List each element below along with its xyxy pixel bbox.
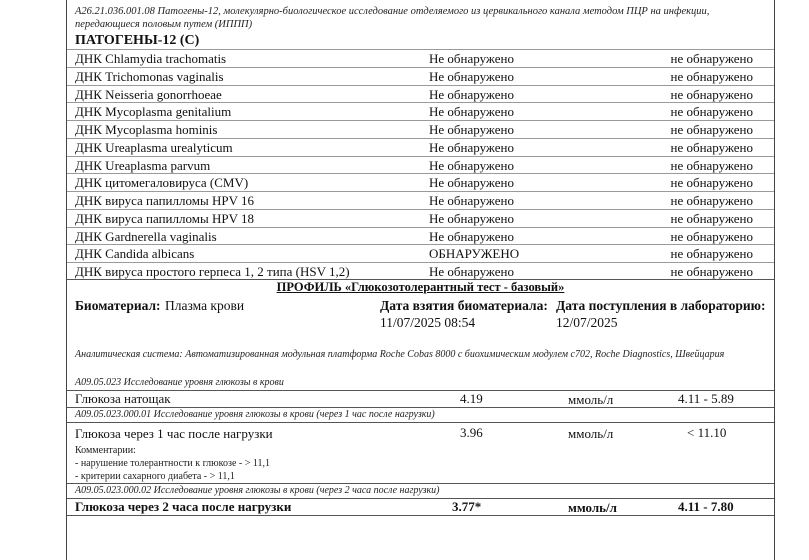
test3-reference: 4.11 - 7.80 — [678, 499, 734, 514]
pathogen-reference: не обнаружено — [670, 246, 753, 262]
pathogen-name: ДНК Chlamydia trachomatis — [75, 51, 227, 66]
pathogen-row — [67, 227, 774, 246]
pathogen-row — [67, 67, 774, 86]
test2-comment-2: - критерии сахарного диабета - > 11,1 — [75, 471, 235, 482]
test2-value: 3.96 — [460, 425, 483, 440]
pathogen-row — [67, 191, 774, 210]
analytic-system: Аналитическая система: Автоматизированная модульная платформа Roche Cobas 8000 с биохимическим модулем c702, Roche Diagnostics, Швейцария — [75, 349, 725, 360]
pathogen-reference: не обнаружено — [670, 210, 753, 226]
pathogen-result: Не обнаружено — [429, 139, 514, 155]
pathogen-result: Не обнаружено — [429, 175, 514, 191]
test1-value: 4.19 — [460, 391, 483, 406]
pathogen-row — [67, 85, 774, 104]
pathogen-reference: не обнаружено — [670, 157, 753, 173]
test2-reference: < 11.10 — [687, 425, 727, 440]
pathogen-result: Не обнаружено — [429, 264, 514, 279]
pathogen-name: ДНК Ureaplasma parvum — [75, 157, 211, 173]
pathogen-reference: не обнаружено — [670, 51, 753, 66]
received-date-label: Дата поступления в лабораторию: — [556, 298, 766, 313]
pathogen-result: Не обнаружено — [429, 193, 514, 208]
divider — [67, 515, 774, 516]
pathogen-name: ДНК Candida albicans — [75, 246, 195, 262]
pathogen-row — [67, 209, 774, 228]
lab-report-sheet — [66, 0, 775, 560]
test2-comment-1: - нарушение толерантности к глюкозе - > 11,1 — [75, 458, 270, 469]
received-date-value: 12/07/2025 — [556, 315, 618, 330]
pathogen-name: ДНК Mycoplasma genitalium — [75, 104, 232, 120]
pathogen-row — [67, 49, 774, 68]
pathogen-reference: не обнаружено — [670, 86, 753, 102]
pathogens-code-line: A26.21.036.001.08 Патогены-12, молекулярно-биологическое исследование отделяемого из цервикального канала методом ПЦР на инфекции, передающиеся половым путем (ИППП) — [75, 6, 710, 30]
pathogen-name: ДНК вируса папилломы HPV 18 — [75, 210, 254, 226]
pathogen-reference: не обнаружено — [670, 175, 753, 191]
pathogen-row — [67, 138, 774, 157]
pathogen-result: ОБНАРУЖЕНО — [429, 246, 520, 262]
pathogen-reference: не обнаружено — [670, 139, 753, 155]
pathogen-name: ДНК вируса простого герпеса 1, 2 типа (HSV 1,2) — [75, 264, 350, 279]
pathogen-name: ДНК Neisseria gonorrhoeae — [75, 86, 222, 102]
pathogen-reference: не обнаружено — [670, 193, 753, 208]
test1-name: Глюкоза натощак — [75, 391, 171, 406]
pathogen-name: ДНК Gardnerella vaginalis — [75, 228, 217, 244]
test1-code: A09.05.023 Исследование уровня глюкозы в крови — [75, 377, 284, 388]
pathogen-row — [67, 262, 774, 281]
pathogen-reference: не обнаружено — [670, 228, 753, 244]
pathogen-name: ДНК Mycoplasma hominis — [75, 122, 218, 137]
pathogen-row — [67, 120, 774, 139]
pathogen-reference: не обнаружено — [670, 264, 753, 279]
pathogen-name: ДНК Trichomonas vaginalis — [75, 68, 224, 84]
pathogen-result: Не обнаружено — [429, 122, 514, 137]
pathogen-row — [67, 244, 774, 263]
test2-code: A09.05.023.000.01 Исследование уровня глюкозы в крови (через 1 час после нагрузки) — [75, 409, 435, 420]
pathogen-result: Не обнаружено — [429, 210, 514, 226]
pathogen-result: Не обнаружено — [429, 86, 514, 102]
taken-date-label: Дата взятия биоматериала: — [380, 298, 548, 313]
test3-code: A09.05.023.000.02 Исследование уровня глюкозы в крови (через 2 часа после нагрузки) — [75, 485, 440, 496]
divider — [67, 422, 774, 423]
pathogen-result: Не обнаружено — [429, 228, 514, 244]
test3-value: 3.77* — [452, 499, 482, 514]
pathogen-result: Не обнаружено — [429, 104, 514, 120]
pathogen-reference: не обнаружено — [670, 122, 753, 137]
test3-unit: ммоль/л — [568, 500, 617, 515]
pathogen-result: Не обнаружено — [429, 157, 514, 173]
pathogen-row — [67, 156, 774, 175]
pathogen-result: Не обнаружено — [429, 68, 514, 84]
pathogen-name: ДНК вируса папилломы HPV 16 — [75, 193, 254, 208]
test1-unit: ммоль/л — [568, 392, 614, 407]
profile-title: ПРОФИЛЬ «Глюкозотолерантный тест - базовый» — [276, 280, 565, 294]
pathogen-reference: не обнаружено — [670, 68, 753, 84]
test2-comments-title: Комментарии: — [75, 445, 136, 456]
pathogen-row — [67, 102, 774, 121]
pathogen-reference: не обнаружено — [670, 104, 753, 120]
taken-date-value: 11/07/2025 08:54 — [380, 315, 476, 330]
pathogen-row — [67, 173, 774, 192]
pathogens-title: ПАТОГЕНЫ-12 (С) — [75, 33, 200, 48]
test2-name: Глюкоза через 1 час после нагрузки — [75, 426, 273, 441]
pathogen-result: Не обнаружено — [429, 51, 514, 66]
test3-name: Глюкоза через 2 часа после нагрузки — [75, 499, 292, 514]
biomaterial-label: Биоматериал: — [75, 298, 161, 313]
pathogen-name: ДНК Ureaplasma urealyticum — [75, 139, 233, 155]
divider — [67, 390, 774, 391]
test2-unit: ммоль/л — [568, 426, 614, 441]
biomaterial-value: Плазма крови — [165, 298, 245, 313]
test1-reference: 4.11 - 5.89 — [678, 391, 734, 406]
pathogen-name: ДНК цитомегаловируса (CMV) — [75, 175, 249, 191]
